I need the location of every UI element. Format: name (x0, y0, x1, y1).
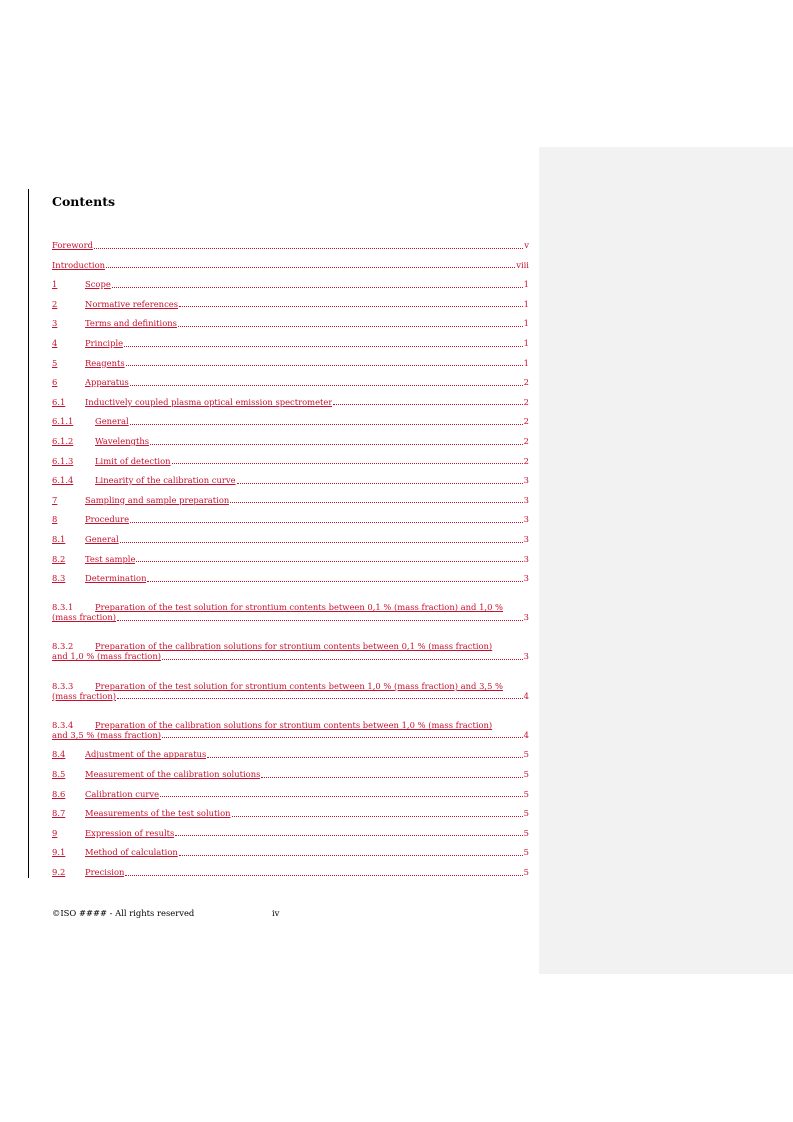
toc-entry-general[interactable] (52, 407, 529, 427)
toc-entry-text: Sampling and sample preparation (85, 495, 230, 505)
toc-entry-number: 9 (52, 827, 58, 838)
toc-entry-introduction[interactable] (52, 251, 529, 271)
toc-entry-number: 1 (52, 279, 58, 290)
toc-page-number: 3 (523, 514, 529, 525)
toc-entry-calibration-curve[interactable] (52, 780, 529, 800)
toc-entry-line1 (52, 721, 529, 731)
toc-page-number: 2 (523, 377, 529, 388)
toc-page-number: 5 (523, 749, 529, 760)
toc-page-number: 5 (523, 769, 529, 780)
toc-entry-text: and 1,0 % (mass fraction) (52, 651, 162, 662)
toc-entry-procedure-general[interactable] (52, 525, 529, 545)
toc-entry-method-of-calculation[interactable] (52, 838, 529, 858)
toc-entry-text: Wavelengths (95, 436, 150, 446)
toc-entry-text: Preparation of the calibration solutions for strontium contents between 0,1 % (mass fraction) (95, 641, 493, 652)
toc-entry-text: Method of calculation (85, 848, 178, 858)
toc-leader (160, 796, 523, 797)
toc-leader (179, 855, 523, 856)
toc-entry-text: Preparation of the calibration solutions for strontium contents between 1,0 % (mass fraction) (95, 719, 493, 730)
toc-page-number: 5 (523, 788, 529, 799)
toc-entry-test-sample[interactable] (52, 545, 529, 565)
toc-entry-number: 8.3.2 (52, 641, 74, 652)
toc-leader (124, 346, 523, 347)
toc-entry-text: Scope (85, 280, 111, 290)
toc-entry-number: 8.1 (52, 533, 66, 544)
toc-leader (126, 365, 523, 366)
toc-entry-text: Linearity of the calibration curve (95, 476, 236, 486)
toc-entry-number: 8.2 (52, 553, 66, 564)
toc-entry-calibration-solutions-low[interactable] (52, 623, 529, 662)
toc-leader (136, 561, 522, 562)
toc-entry-line2 (52, 730, 529, 740)
toc-leader (147, 581, 522, 582)
toc-page-number: 3 (523, 612, 529, 623)
toc-page-number: 5 (523, 827, 529, 838)
toc-leader (237, 483, 523, 484)
toc-entry-limit-of-detection[interactable] (52, 447, 529, 467)
toc-entry-text: Determination (85, 574, 147, 584)
toc-page-number: 4 (523, 690, 529, 701)
toc-entry-line2 (52, 691, 529, 701)
toc-entry-wavelengths[interactable] (52, 427, 529, 447)
toc-entry-text: Apparatus (85, 378, 129, 388)
toc-entry-number: 8.7 (52, 808, 66, 819)
toc-leader (106, 267, 515, 268)
toc-entry-text: Normative references (85, 299, 179, 309)
toc-entry-foreword[interactable] (52, 231, 529, 251)
toc-entry-line2 (52, 613, 529, 623)
toc-page-number: 3 (523, 494, 529, 505)
toc-leader (130, 424, 523, 425)
toc-entry-number: 8 (52, 514, 58, 525)
toc-page-number: 2 (523, 416, 529, 427)
toc-page-number: 2 (523, 435, 529, 446)
toc-page-number: 5 (523, 808, 529, 819)
toc-entry-apparatus[interactable] (52, 368, 529, 388)
toc-entry-procedure[interactable] (52, 505, 529, 525)
toc-page-number: 3 (523, 651, 529, 662)
toc-entry-number: 9.1 (52, 847, 66, 858)
toc-entry-line1 (52, 603, 529, 613)
toc-entry-text: Foreword (52, 241, 93, 250)
toc-entry-number: 6 (52, 377, 58, 388)
toc-entry-number: 8.3.1 (52, 602, 74, 613)
toc-entry-expression-of-results[interactable] (52, 819, 529, 839)
toc-leader (130, 385, 523, 386)
toc-entry-normative-references[interactable] (52, 290, 529, 310)
footer-page-number: iv (272, 908, 280, 918)
toc-entry-number: 8.3 (52, 573, 66, 584)
toc-entry-text: Measurements of the test solution (85, 809, 231, 819)
toc-entry-precision[interactable] (52, 858, 529, 878)
toc-entry-number: 8.5 (52, 769, 66, 780)
toc-page-number: 3 (523, 533, 529, 544)
toc-entry-text: Calibration curve (85, 789, 160, 799)
toc-entry-text: Limit of detection (95, 456, 171, 466)
toc-page-number: 3 (523, 573, 529, 584)
toc-leader (175, 835, 522, 836)
toc-page-number: 1 (523, 357, 529, 368)
toc-leader (117, 620, 523, 621)
toc-entry-adjustment[interactable] (52, 740, 529, 760)
toc-entry-text: Reagents (85, 358, 125, 368)
toc-entry-number: 3 (52, 318, 58, 329)
toc-entry-number: 6.1.3 (52, 455, 74, 466)
toc-entry-text: Terms and definitions (85, 319, 177, 329)
toc-entry-calibration-solutions-high[interactable] (52, 701, 529, 740)
toc-entry-terms-and-definitions[interactable] (52, 309, 529, 329)
toc-leader (261, 777, 522, 778)
toc-entry-test-solution-low[interactable] (52, 584, 529, 623)
change-bar (28, 189, 29, 878)
toc-page-number: 2 (523, 396, 529, 407)
page-footer (52, 908, 280, 918)
toc-entry-text: and 3,5 % (mass fraction) (52, 729, 162, 740)
toc-entry-text: (mass fraction) (52, 690, 116, 701)
toc-entry-number: 4 (52, 337, 58, 348)
toc-page-number: 1 (523, 337, 529, 348)
footer-copyright: ©ISO #### - All rights reserved (52, 908, 195, 918)
toc-entry-text: Precision (85, 868, 125, 877)
toc-leader (150, 444, 523, 445)
toc-leader (179, 306, 523, 307)
toc-entry-text: Principle (85, 338, 124, 348)
toc-entry-number: 8.6 (52, 788, 66, 799)
toc-entry-text: Introduction (52, 260, 106, 270)
toc-entry-text: Measurement of the calibration solutions (85, 770, 261, 780)
toc-entry-number: 9.2 (52, 867, 66, 877)
comment-pane (539, 147, 793, 974)
toc-page-number: 5 (523, 847, 529, 858)
toc-page-number: 1 (523, 318, 529, 329)
toc-entry-number: 6.1.2 (52, 435, 74, 446)
toc-entry-number: 6.1.4 (52, 475, 74, 486)
toc-leader (125, 875, 522, 876)
toc-leader (230, 502, 522, 503)
toc-leader (112, 287, 523, 288)
toc-entry-text: (mass fraction) (52, 612, 116, 623)
toc-leader (232, 816, 523, 817)
toc-page-number: 1 (523, 298, 529, 309)
toc-entry-icp-oes[interactable] (52, 388, 529, 408)
toc-entry-principle[interactable] (52, 329, 529, 349)
toc-entry-text: General (95, 417, 129, 427)
toc-page-number: 3 (523, 553, 529, 564)
page-title: Contents (52, 194, 116, 209)
toc-entry-reagents[interactable] (52, 349, 529, 369)
toc-leader (172, 463, 523, 464)
toc-entry-test-solution-high[interactable] (52, 662, 529, 701)
toc-entry-text: General (85, 534, 119, 544)
toc-leader (94, 248, 523, 249)
toc-entry-text: Preparation of the test solution for strontium contents between 1,0 % (mass fraction) and 3,5 % (95, 680, 504, 691)
toc-leader (120, 542, 523, 543)
toc-entry-number: 8.4 (52, 749, 66, 760)
toc-entry-number: 7 (52, 494, 58, 505)
toc-page-number: viii (516, 259, 529, 270)
toc-entry-number: 8.3.4 (52, 719, 74, 730)
toc-page-number: 1 (523, 279, 529, 290)
toc-entry-sampling[interactable] (52, 486, 529, 506)
toc-page-number: 3 (523, 475, 529, 486)
table-of-contents (52, 231, 529, 878)
toc-leader (162, 659, 523, 660)
toc-entry-measurements-test-solution[interactable] (52, 799, 529, 819)
toc-page-number: v (524, 240, 529, 250)
toc-leader (130, 522, 523, 523)
toc-entry-text: Procedure (85, 515, 130, 525)
toc-entry-number: 5 (52, 357, 58, 368)
toc-leader (178, 326, 523, 327)
toc-entry-number: 2 (52, 298, 58, 309)
toc-entry-text: Inductively coupled plasma optical emission spectrometer (85, 397, 333, 407)
toc-entry-line2 (52, 652, 529, 662)
toc-entry-measurement-calibration[interactable] (52, 760, 529, 780)
toc-entry-number: 6.1 (52, 396, 66, 407)
toc-entry-linearity[interactable] (52, 466, 529, 486)
toc-leader (333, 404, 522, 405)
toc-leader (207, 757, 522, 758)
toc-entry-line1 (52, 682, 529, 692)
toc-entry-text: Test sample (85, 554, 136, 564)
toc-entry-scope[interactable] (52, 270, 529, 290)
toc-leader (162, 737, 523, 738)
toc-entry-determination[interactable] (52, 564, 529, 584)
toc-page-number: 5 (523, 867, 529, 877)
toc-entry-text: Adjustment of the apparatus (85, 750, 207, 760)
toc-page-number: 4 (523, 729, 529, 740)
toc-entry-number: 8.3.3 (52, 680, 74, 691)
toc-page-number: 2 (523, 455, 529, 466)
toc-entry-text: Expression of results (85, 828, 175, 838)
toc-entry-text: Preparation of the test solution for strontium contents between 0,1 % (mass fraction) and 1,0 % (95, 602, 504, 613)
toc-entry-number: 6.1.1 (52, 416, 74, 427)
toc-leader (117, 698, 523, 699)
